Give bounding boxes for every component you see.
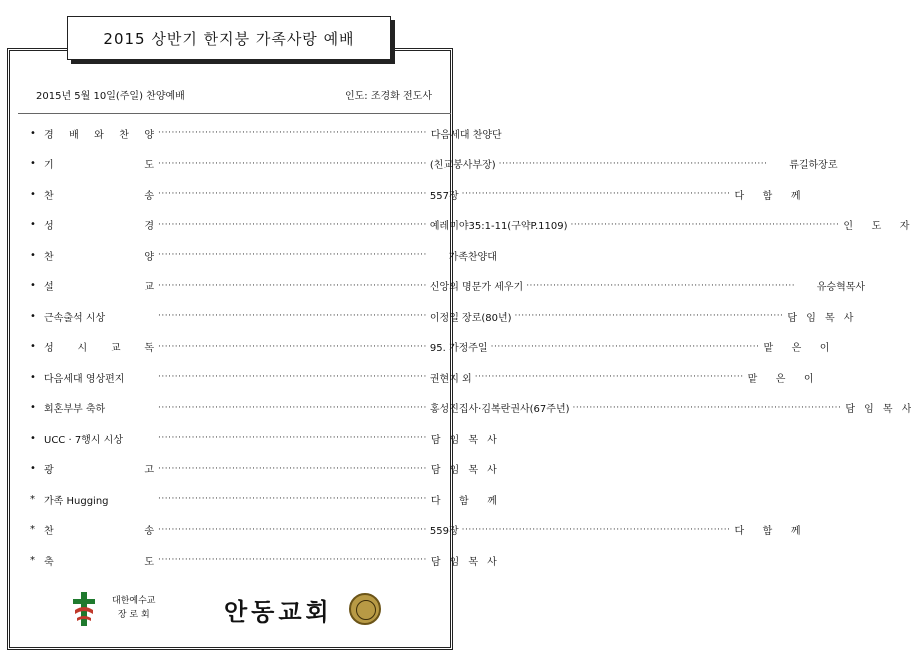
service-item (30, 459, 497, 479)
service-item (30, 154, 838, 174)
church-name: 안동교회 (224, 597, 333, 626)
bullet-icon: * (30, 524, 35, 535)
service-item (30, 123, 502, 143)
title-box (67, 16, 391, 60)
service-date: 2015년 5월 10일(주일) 찬양예배 (36, 91, 185, 102)
bullet-icon: • (30, 188, 36, 200)
item-leader: 담 임 목 사 (430, 465, 497, 476)
item-leader: 담 임 목 사 (430, 556, 497, 568)
service-item (30, 550, 497, 570)
service-item (30, 276, 866, 296)
service-item (30, 489, 497, 509)
item-label: 근속출석 시상 (44, 312, 106, 324)
denomination-line-1: 대한예수교 (112, 596, 156, 606)
denomination-line-2: 장 로 회 (117, 610, 150, 620)
bullet-icon: • (30, 310, 36, 322)
item-label: 설 교 (44, 282, 154, 293)
item-label: 가족 Hugging (44, 495, 109, 507)
service-item (30, 398, 911, 418)
item-detail: 예레미야35:1-11(구약P.1109) (429, 221, 568, 232)
item-leader: 맡 은 이 (763, 343, 830, 354)
divider (18, 113, 451, 114)
leader-dots: ················································································ (158, 494, 427, 504)
leader-dots: ················································································ 예레미야35:1-11(구약P.1109) ················································································ (158, 217, 839, 232)
item-label: 광 고 (44, 465, 154, 476)
item-label: 경 배 와 찬 양 (44, 129, 154, 141)
item-leader: 류길하장로 (789, 160, 838, 171)
leader-dots: ················································································ (158, 555, 427, 565)
leader-dots: ················································································ (158, 250, 427, 260)
item-detail: 신앙의 명문가 세우기 (429, 282, 524, 293)
item-label: 축 도 (44, 556, 154, 568)
item-label: 회혼부부 축하 (44, 404, 106, 415)
bullet-icon: • (30, 432, 36, 444)
leader-dots: ················································································ (친교봉사부장) ················································································ (158, 156, 768, 171)
service-item (30, 337, 830, 357)
leader-dots: ················································································ 홍성진집사·김복란권사(67주년) ················································································ (158, 400, 841, 415)
leader-dots: ················································································ 이정일 장로(80년) ················································································ (158, 309, 783, 324)
service-item (30, 428, 497, 448)
item-leader: 다 함 께 (734, 190, 801, 202)
item-detail: 559장 (429, 526, 459, 537)
item-label: 기 도 (44, 160, 154, 171)
leader-dots: ················································································ (158, 433, 427, 443)
item-label: 성 시 교 독 (44, 343, 154, 354)
bullet-icon: • (30, 219, 36, 230)
service-item (30, 520, 801, 540)
leader-dots: ················································································ 95. 가정주일 ················································································ (158, 339, 759, 354)
item-label: 성 경 (44, 221, 154, 232)
item-label: 찬 송 (44, 190, 154, 202)
item-detail: 홍성진집사·김복란권사(67주년) (429, 404, 570, 415)
service-item (30, 215, 910, 235)
leader-dots: ················································································ 권현지 외 ················································································ (158, 370, 744, 385)
item-detail: (친교봉사부장) (429, 160, 496, 171)
item-leader: 인 도 자 (843, 221, 910, 232)
service-item (30, 245, 497, 265)
item-label: 찬 송 (44, 526, 154, 537)
bullet-icon: * (30, 554, 35, 566)
denomination (112, 594, 155, 622)
item-leader: 다 함 께 (734, 526, 801, 537)
bullet-icon: • (30, 127, 36, 139)
item-detail: 이정일 장로(80년) (429, 312, 512, 324)
item-detail: 95. 가정주일 (429, 343, 488, 354)
item-leader: 유승혁목사 (816, 282, 866, 293)
church-seal-icon (349, 593, 381, 625)
leader-dots: ················································································ 신앙의 명문가 세우기 ················································································ (158, 278, 795, 293)
item-detail: 557장 (429, 190, 459, 202)
leader-dots: ················································································ (158, 463, 427, 474)
bullet-icon: • (30, 341, 36, 352)
leader-dots: ················································································ 559장 ················································································ (158, 522, 731, 537)
bullet-icon: • (30, 280, 36, 291)
bullet-icon: * (30, 493, 35, 505)
item-leader: 가족찬양대 (448, 251, 497, 263)
item-leader: 맡 은 이 (747, 373, 814, 385)
cross-logo-icon (71, 592, 97, 626)
item-detail: 권현지 외 (429, 373, 472, 385)
footer (0, 592, 469, 636)
bullet-icon: • (30, 402, 36, 413)
item-label: 찬 양 (44, 251, 154, 263)
service-item (30, 367, 814, 387)
item-label: UCC · 7행시 시상 (44, 434, 124, 446)
item-leader: 다음세대 찬양단 (430, 129, 502, 141)
leader-dots: ················································································ (158, 128, 427, 138)
page-title: 2015 상반기 한지붕 가족사랑 예배 (103, 29, 355, 48)
bullet-icon: • (30, 463, 36, 474)
bullet-icon: • (30, 158, 36, 169)
service-leader: 인도: 조경화 전도사 (344, 91, 432, 102)
bullet-icon: • (30, 249, 36, 261)
service-item (30, 184, 801, 204)
service-item (30, 306, 854, 326)
bullet-icon: • (30, 371, 36, 383)
item-leader: 다 함 께 (430, 495, 497, 507)
item-leader: 담 임 목 사 (787, 312, 854, 324)
leader-dots: ················································································ 557장 ················································································ (158, 187, 731, 202)
item-leader: 담 임 목 사 (430, 434, 497, 446)
item-label: 다음세대 영상편지 (44, 373, 125, 385)
item-leader: 담 임 목 사 (845, 404, 911, 415)
